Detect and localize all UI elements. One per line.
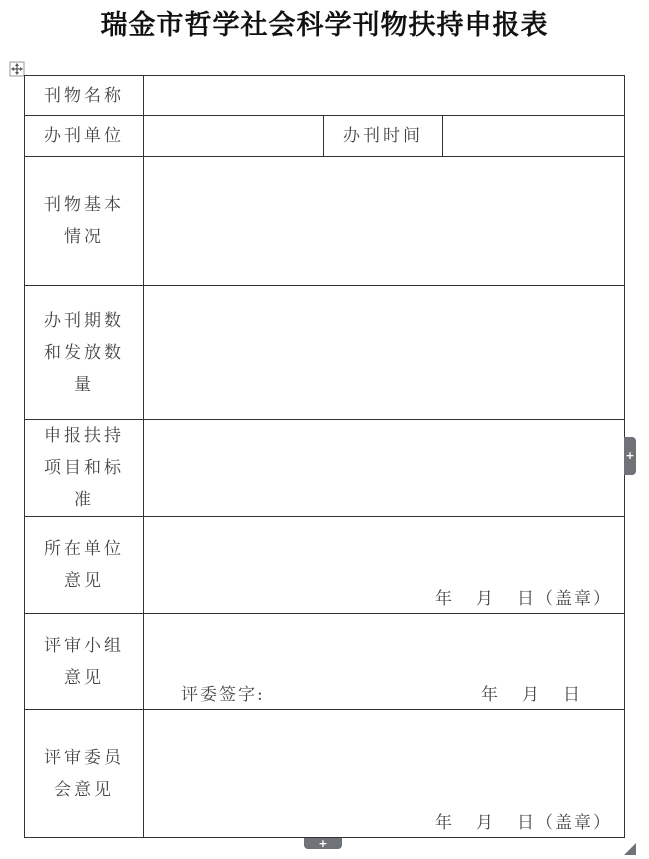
signer-label: 评委签字: [181, 685, 265, 705]
label-line: 申报扶持 [44, 426, 124, 446]
year-label: 年 [481, 685, 501, 705]
label-line: 和发放数 [44, 342, 124, 363]
panel-opinion-field[interactable] [144, 614, 625, 710]
issues-field[interactable] [144, 286, 625, 420]
year-label: 年 [435, 589, 455, 609]
label-line: 会意见 [54, 779, 114, 800]
table-row [25, 420, 625, 517]
support-project-label [25, 420, 144, 517]
day-label: 日 [517, 589, 537, 609]
label-line: 项目和标 [44, 458, 124, 478]
table-row [25, 157, 625, 286]
table-row [25, 614, 625, 710]
label-line: 评审小组 [44, 635, 124, 656]
table-row [25, 116, 625, 157]
label-line: 情况 [64, 227, 104, 247]
add-row-plus-icon[interactable]: + [304, 838, 342, 849]
month-label: 月 [522, 685, 542, 705]
basic-info-label [25, 157, 144, 286]
table-row [25, 710, 625, 838]
start-time-label: 办刊时间 [324, 116, 443, 157]
page-title: 瑞金市哲学社会科学刊物扶持申报表 [100, 10, 549, 41]
table-row [25, 76, 625, 116]
year-label: 年 [435, 813, 455, 833]
add-column-plus-icon[interactable]: + [624, 437, 636, 475]
committee-opinion-field[interactable] [144, 710, 625, 838]
table-row [25, 517, 625, 614]
label-line: 办刊期数 [44, 310, 124, 331]
day-label: 日 [563, 685, 583, 705]
date-stamp [435, 584, 612, 609]
committee-opinion-label [25, 710, 144, 838]
seal-label: （盖章） [536, 813, 613, 833]
issues-label [25, 286, 144, 420]
seal-label: （盖章） [536, 589, 613, 609]
label-line: 所在单位 [44, 539, 124, 559]
unit-opinion-field[interactable] [144, 517, 625, 614]
application-form-table [24, 75, 625, 838]
table-row [25, 286, 625, 420]
month-label: 月 [476, 589, 496, 609]
start-time-field[interactable] [443, 116, 625, 157]
day-label: 日 [517, 813, 537, 833]
panel-opinion-label [25, 614, 144, 710]
label-line: 意见 [64, 571, 104, 591]
host-unit-label: 办刊单位 [25, 116, 144, 157]
unit-opinion-label [25, 517, 144, 614]
label-line: 量 [74, 374, 94, 395]
month-label: 月 [476, 813, 496, 833]
label-line: 准 [74, 490, 94, 510]
label-line: 刊物基本 [44, 195, 124, 215]
resize-corner-icon[interactable] [624, 840, 636, 852]
journal-name-field[interactable] [144, 76, 625, 116]
basic-info-field[interactable] [144, 157, 625, 286]
date-stamp [435, 808, 612, 833]
host-unit-field[interactable] [144, 116, 324, 157]
label-line: 评审委员 [44, 747, 124, 768]
date-stamp [481, 680, 582, 705]
label-line: 意见 [64, 667, 104, 688]
journal-name-label: 刊物名称 [25, 76, 144, 116]
support-project-field[interactable] [144, 420, 625, 517]
